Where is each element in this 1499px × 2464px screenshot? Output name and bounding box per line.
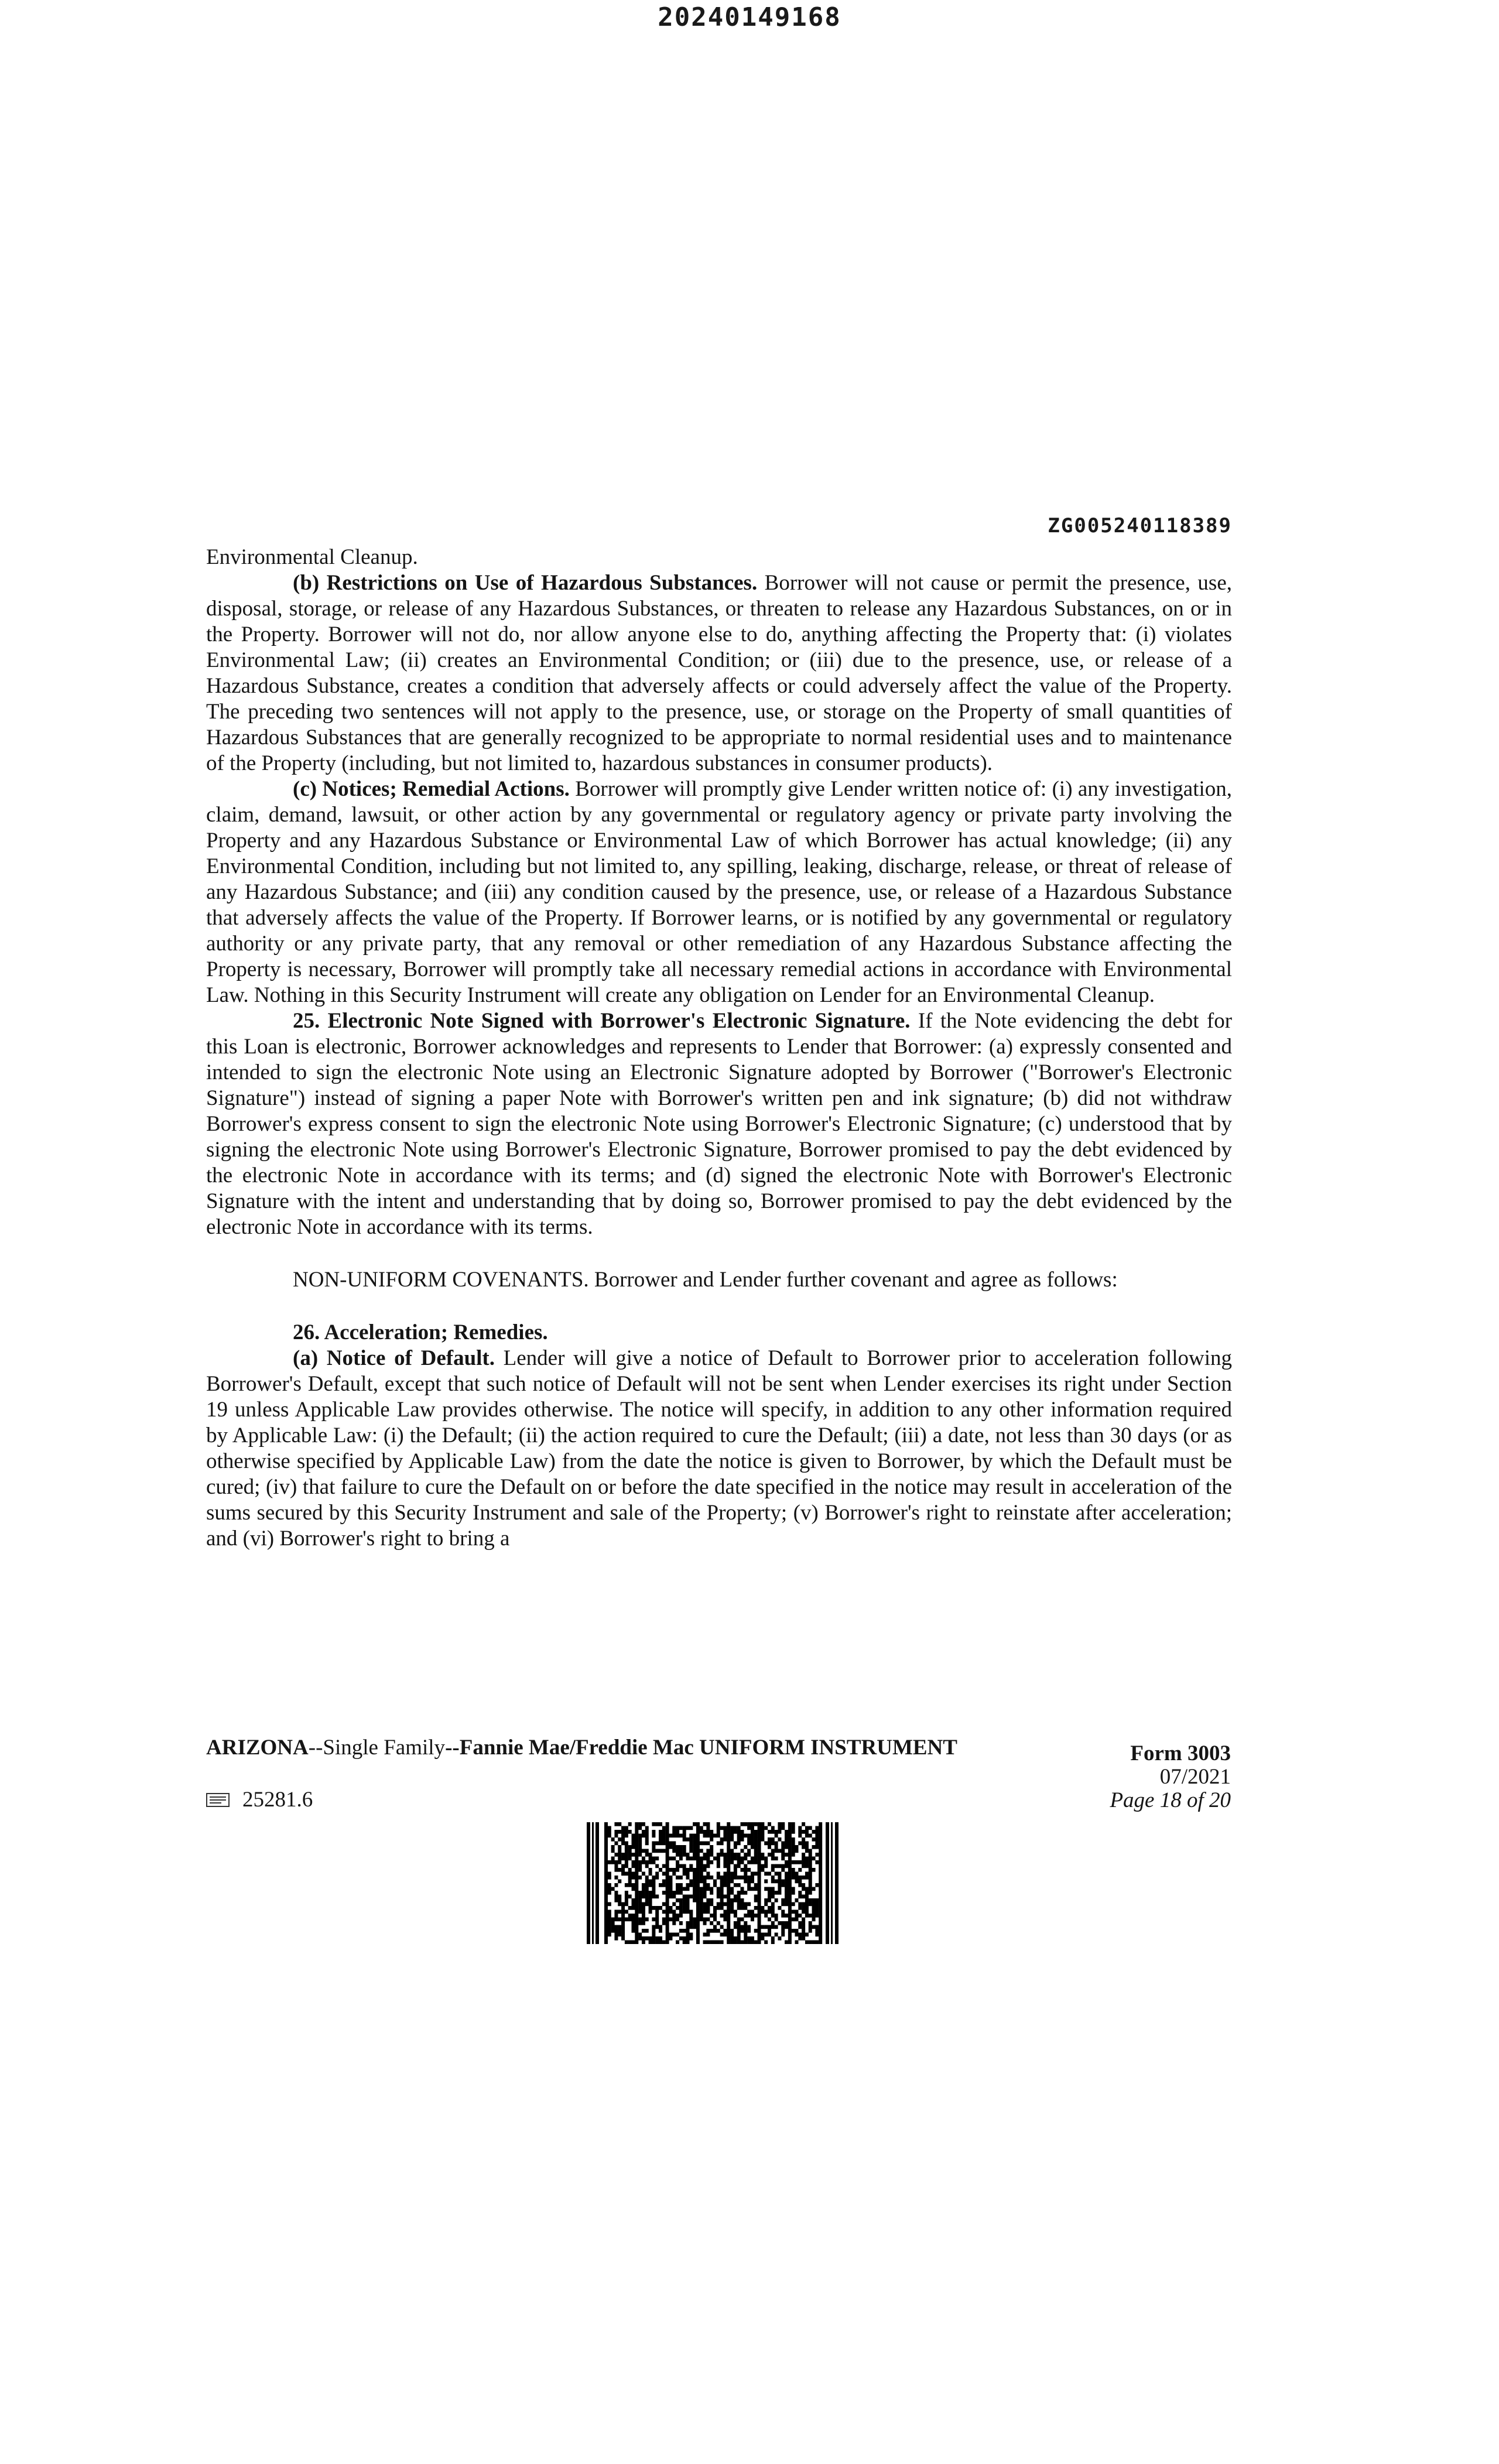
form-number: Form 3003 xyxy=(1130,1741,1231,1765)
barcode-pattern xyxy=(604,1822,822,1944)
document-number: 20240149168 xyxy=(658,2,841,32)
section-b-text: Borrower will not cause or permit the presence, use, disposal, storage, or release of any Hazardous Substances, or threaten to release any Hazardous Substances, on or in the Property. Borrower will not do, nor allow anyone else to do, anything affecting the Property that: (i) violates Environmental Law; (ii) creates an Environmental Condition; or (iii) due to the presence, use, or release of a Hazardous Substance, creates a condition that adversely affects or could adversely affect the value of the Property. The preceding two sentences will not apply to the presence, use, or storage on the Property of small quantities of Hazardous Substances that are generally recognized to be appropriate to normal residential uses and to maintenance of the Property (including, but not limited to, hazardous substances in consumer products). xyxy=(206,571,1232,775)
footer-separator: -- xyxy=(445,1736,460,1760)
footer-instrument-line xyxy=(206,1735,957,1760)
barcode-graphic xyxy=(587,1822,840,1944)
form-code: 25281.6 xyxy=(242,1788,313,1812)
section-c xyxy=(206,776,1232,1008)
section-25 xyxy=(206,1008,1232,1240)
form-date: 07/2021 xyxy=(1159,1765,1231,1789)
form-software-icon xyxy=(206,1793,230,1807)
section-26a-title: (a) Notice of Default. xyxy=(293,1346,495,1370)
section-b xyxy=(206,570,1232,776)
loan-id: ZG005240118389 xyxy=(1048,514,1232,538)
continuation-text: Environmental Cleanup. xyxy=(206,545,418,569)
section-b-title: (b) Restrictions on Use of Hazardous Substances. xyxy=(293,571,758,595)
section-26a xyxy=(206,1346,1232,1552)
footer-family: Single Family xyxy=(323,1736,446,1760)
document-body xyxy=(206,545,1232,1552)
footer-form-info xyxy=(1110,1742,1231,1812)
section-26a-text: Lender will give a notice of Default to Borrower prior to acceleration following Borrower's Default, except that such notice of Default will not be sent when Lender exercises its right under Section 19 unless Applicable Law provides otherwise. The notice will specify, in addition to any other information required by Applicable Law: (i) the Default; (ii) the action required to cure the Default; (iii) a date, not less than 30 days (or as otherwise specified by Applicable Law) from the date the notice is given to Borrower, by which the Default must be cured; (iv) that failure to cure the Default on or before the date specified in the notice may result in acceleration of the sums secured by this Security Instrument and sale of the Property; (v) Borrower's right to reinstate after acceleration; and (vi) Borrower's right to bring a xyxy=(206,1346,1232,1551)
footer-separator: -- xyxy=(308,1736,323,1760)
section-25-title: 25. Electronic Note Signed with Borrower's Electronic Signature. xyxy=(293,1009,911,1033)
page-number: Page 18 of 20 xyxy=(1110,1788,1231,1812)
section-25-text: If the Note evidencing the debt for this Loan is electronic, Borrower acknowledges and represents to Lender that Borrower: (a) expressly consented and intended to sign the electronic Note using an Electronic Signature adopted by Borrower ("Borrower's Electronic Signature") instead of signing a paper Note with Borrower's written pen and ink signature; (b) did not withdraw Borrower's express consent to sign the electronic Note using Borrower's Electronic Signature; (c) understood that by signing the electronic Note using Borrower's Electronic Signature, Borrower promised to pay the debt evidenced by the electronic Note in accordance with its terms; and (d) signed the electronic Note with Borrower's Electronic Signature with the intent and understanding that by doing so, Borrower promised to pay the debt evidenced by the electronic Note in accordance with its terms. xyxy=(206,1009,1233,1239)
section-26 xyxy=(206,1320,1232,1346)
section-26-title: 26. Acceleration; Remedies. xyxy=(293,1320,548,1344)
section-c-title: (c) Notices; Remedial Actions. xyxy=(293,777,570,801)
section-c-text: Borrower will promptly give Lender written notice of: (i) any investigation, claim, demand, lawsuit, or other action by any governmental or regulatory agency or private party involving the Property and any Hazardous Substance or Environmental Law of which Borrower has actual knowledge; (ii) any Environmental Condition, including but not limited to, any spilling, leaking, discharge, release, or threat of release of any Hazardous Substance; and (iii) any condition caused by the presence, use, or release of a Hazardous Substance that adversely affects the value of the Property. If Borrower learns, or is notified by any governmental or regulatory authority or any private party, that any removal or other remediation of any Hazardous Substance affecting the Property is necessary, Borrower will promptly take all necessary remedial actions in accordance with Environmental Law. Nothing in this Security Instrument will create any obligation on Lender for an Environmental Cleanup. xyxy=(206,777,1232,1007)
footer-instrument: Fannie Mae/Freddie Mac UNIFORM INSTRUMENT xyxy=(459,1736,957,1760)
footer-form-code xyxy=(206,1787,313,1812)
non-uniform-covenants: NON-UNIFORM COVENANTS. Borrower and Lender further covenant and agree as follows: xyxy=(293,1268,1118,1292)
footer-state: ARIZONA xyxy=(206,1736,309,1760)
